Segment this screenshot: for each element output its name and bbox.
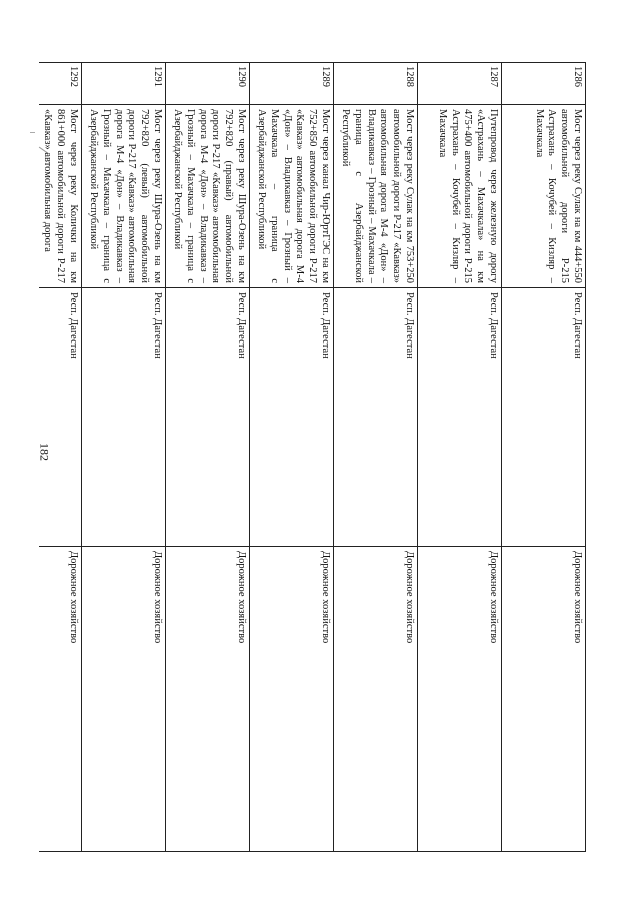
scan-artifact <box>30 132 35 133</box>
sector-cell: Дорожное хозяйство <box>82 547 166 852</box>
sector-cell: Дорожное хозяйство <box>418 547 502 852</box>
objects-table <box>39 62 586 852</box>
object-name: Мост через реку Сулак на км 444+550 автомобильной дороги Р-215 Астрахань – Кочубей – Кизляр – Махачкала <box>502 105 586 288</box>
object-name: Мост через реку Шура-Озень на км 792+820 (левый) автомобильной дороги Р-217 «Кавказ» автомобильная дорога М-4 «Дон» – Владикавказ – Грозный – Махачкала – граница с Азербайджанской Республикой <box>82 105 166 288</box>
table-row <box>418 63 502 852</box>
row-number: 1287 <box>418 63 502 105</box>
table-row <box>502 63 586 852</box>
row-number: 1286 <box>502 63 586 105</box>
sector-cell: Дорожное хозяйство <box>334 547 418 852</box>
sector-cell: Дорожное хозяйство <box>166 547 250 852</box>
region-cell: Респ. Дагестан <box>334 288 418 547</box>
row-number: 1289 <box>250 63 334 105</box>
table-row <box>39 63 82 852</box>
row-number: 1291 <box>82 63 166 105</box>
table-row <box>334 63 418 852</box>
row-number: 1292 <box>39 63 82 105</box>
sector-cell: Дорожное хозяйство <box>502 547 586 852</box>
row-number: 1290 <box>166 63 250 105</box>
table-row <box>166 63 250 852</box>
object-name: Мост через реку Колички на км 861+000 автомобильной дороги Р-217 «Кавказ» автомобильная дорога <box>39 105 82 288</box>
region-cell: Респ. Дагестан <box>166 288 250 547</box>
object-name: Путепровод через железную дорогу «Астрахань – Махачкала» на км 475+400 автомобильной дороги Р-215 Астрахань – Кочубей – Кизляр – Махачкала <box>418 105 502 288</box>
sector-cell: Дорожное хозяйство <box>250 547 334 852</box>
row-number: 1288 <box>334 63 418 105</box>
object-name: Мост через реку Сулак на км 753+250 автомобильной дороги Р-217 «Кавказ» автомобильная дорога М-4 «Дон» – Владикавказ – Грозный – Махачкала – граница с Азербайджанской Республикой <box>334 105 418 288</box>
page-number: 182 <box>37 443 52 461</box>
region-cell: Респ. Дагестан <box>418 288 502 547</box>
sector-cell: Дорожное хозяйство <box>39 547 82 852</box>
object-name: Мост через реку Шура-Озень на км 792+820 (правый) автомобильной дороги Р-217 «Кавказ» автомобильная дорога М-4 «Дон» – Владикавказ – Грозный – Махачкала – граница с Азербайджанской Республикой <box>166 105 250 288</box>
region-cell: Респ. Дагестан <box>82 288 166 547</box>
table-row <box>250 63 334 852</box>
object-name: Мост через канал Чир-ЮртГЭС на км 752+850 автомобильной дороги Р-217 «Кавказ» автомобильная дорога М-4 «Дон» – Владикавказ – Грозный – Махачкала – граница с Азербайджанской Республикой <box>250 105 334 288</box>
region-cell: Респ. Дагестан <box>502 288 586 547</box>
table-row <box>82 63 166 852</box>
region-cell: Респ. Дагестан <box>39 288 82 547</box>
region-cell: Респ. Дагестан <box>250 288 334 547</box>
